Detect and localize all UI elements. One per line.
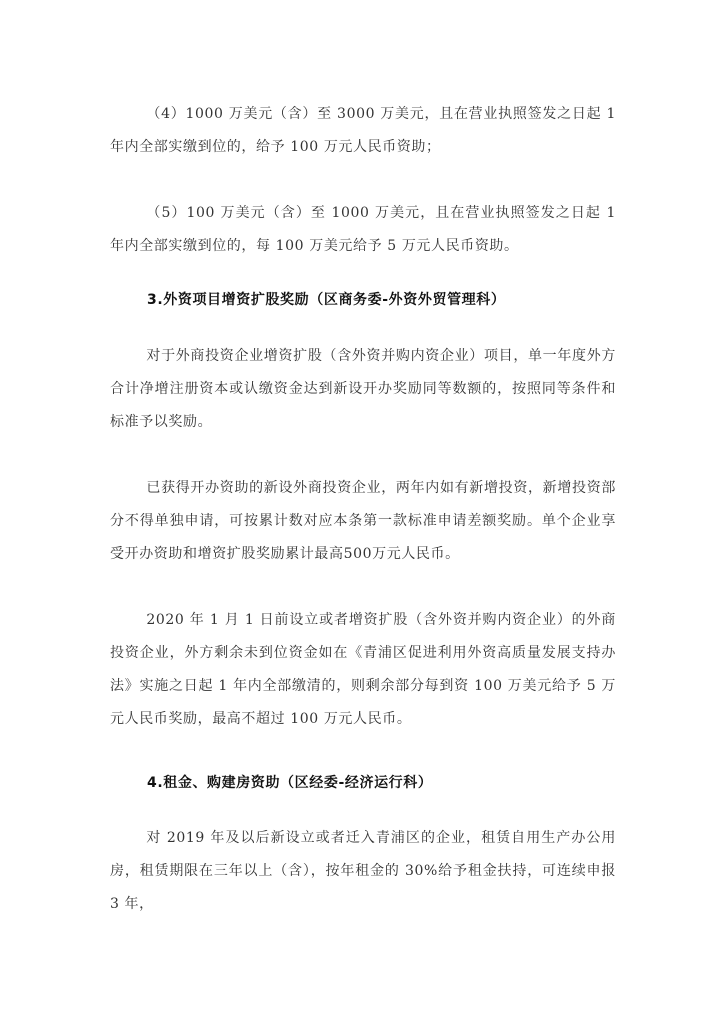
section-3-heading: 3.外资项目增资扩股奖励（区商务委-外资外贸管理科） (147, 292, 506, 308)
section-4-paragraph-1: 对 2019 年及以后新设立或者迁入青浦区的企业，租赁自用生产办公用房，租赁期限在三年以上（含），按年租金的 30%给予租金扶持，可连续申报 3 年， (110, 830, 616, 912)
section-3-paragraph-2: 已获得开办资助的新设外商投资企业，两年内如有新增投资，新增投资部分不得单独申请，可按累计数对应本条第一款标准申请差额奖励。单个企业享受开办资助和增资扩股奖励累计最高500万元人民币。 (110, 480, 616, 562)
paragraph-item-5: （5）100 万美元（含）至 1000 万美元，且在营业执照签发之日起 1 年内全部实缴到位的，每 100 万美元给予 5 万元人民币资助。 (110, 205, 616, 254)
section-3-paragraph-1: 对于外商投资企业增资扩股（含外资并购内资企业）项目，单一年度外方合计净增注册资本或认缴资金达到新设开办奖励同等数额的，按照同等条件和标准予以奖励。 (110, 348, 616, 430)
section-4-heading: 4.租金、购建房资助（区经委-经济运行科） (147, 775, 433, 791)
section-3-paragraph-3: 2020 年 1 月 1 日前设立或者增资扩股（含外资并购内资企业）的外商投资企业，外方剩余未到位资金如在《青浦区促进利用外资高质量发展支持办法》实施之日起 1 年内全部缴清的，则剩余部分每到资 100 万美元给予 5 万元人民币奖励，最高不超过 100 万元人民币。 (110, 612, 616, 727)
paragraph-item-4: （4）1000 万美元（含）至 3000 万美元，且在营业执照签发之日起 1 年内全部实缴到位的，给予 100 万元人民币资助； (110, 106, 616, 155)
